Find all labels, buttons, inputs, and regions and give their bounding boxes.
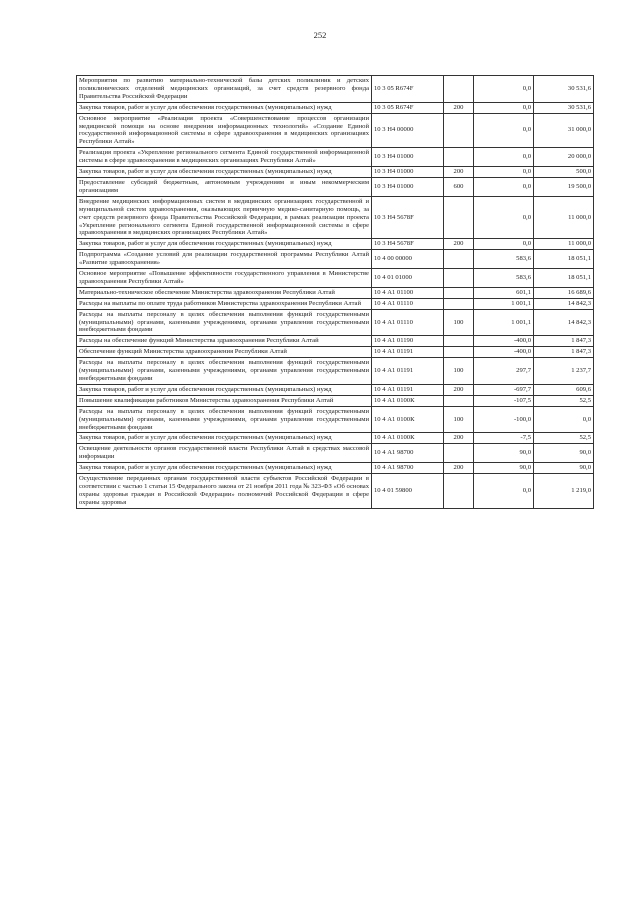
row-expense-type-cell — [444, 76, 474, 103]
row-change-amount-cell: 0,0 — [474, 167, 534, 178]
table-row — [77, 433, 594, 444]
row-total-amount-cell: 500,0 — [534, 167, 594, 178]
row-total-amount-cell: 0,0 — [534, 406, 594, 433]
row-expense-type-cell: 200 — [444, 239, 474, 250]
table-row — [77, 239, 594, 250]
row-total-amount-cell: 19 500,0 — [534, 177, 594, 196]
row-name-cell: Реализация проекта «Укрепление регионального сегмента Единой государственной информационной системы в сфере здравоохранения в медицинских организациях Республики Алтай» — [77, 148, 372, 167]
row-code-cell: 10 3 Н4 5678F — [372, 196, 444, 239]
row-total-amount-cell: 11 000,0 — [534, 196, 594, 239]
table-row — [77, 358, 594, 385]
row-code-cell: 10 4 А1 0100К — [372, 395, 444, 406]
row-code-cell: 10 4 А1 01190 — [372, 336, 444, 347]
row-name-cell: Закупка товаров, работ и услуг для обеспечения государственных (муниципальных) нужд — [77, 102, 372, 113]
table-row — [77, 444, 594, 463]
table-row — [77, 113, 594, 148]
row-code-cell: 10 4 А1 98700 — [372, 463, 444, 474]
row-change-amount-cell: 0,0 — [474, 148, 534, 167]
row-name-cell: Закупка товаров, работ и услуг для обеспечения государственных (муниципальных) нужд — [77, 433, 372, 444]
row-total-amount-cell: 90,0 — [534, 463, 594, 474]
row-name-cell: Закупка товаров, работ и услуг для обеспечения государственных (муниципальных) нужд — [77, 239, 372, 250]
row-expense-type-cell: 600 — [444, 177, 474, 196]
table-row — [77, 463, 594, 474]
row-code-cell: 10 3 Н4 01000 — [372, 177, 444, 196]
row-code-cell: 10 3 Н4 01000 — [372, 167, 444, 178]
table-row — [77, 269, 594, 288]
row-change-amount-cell: -100,0 — [474, 406, 534, 433]
row-total-amount-cell: 1 847,3 — [534, 347, 594, 358]
row-change-amount-cell: 601,1 — [474, 287, 534, 298]
row-code-cell: 10 4 А1 01110 — [372, 298, 444, 309]
row-total-amount-cell: 11 000,0 — [534, 239, 594, 250]
table-row — [77, 474, 594, 509]
row-name-cell: Расходы на выплаты по оплате труда работников Министерства здравоохранения Республики Алтай — [77, 298, 372, 309]
budget-table — [76, 75, 594, 509]
row-expense-type-cell — [444, 196, 474, 239]
row-code-cell: 10 3 05 R674F — [372, 76, 444, 103]
row-name-cell: Закупка товаров, работ и услуг для обеспечения государственных (муниципальных) нужд — [77, 463, 372, 474]
table-row — [77, 196, 594, 239]
row-name-cell: Закупка товаров, работ и услуг для обеспечения государственных (муниципальных) нужд — [77, 167, 372, 178]
table-row — [77, 177, 594, 196]
row-code-cell: 10 3 Н4 00000 — [372, 113, 444, 148]
table-row — [77, 148, 594, 167]
row-expense-type-cell — [444, 444, 474, 463]
row-code-cell: 10 3 Н4 01000 — [372, 148, 444, 167]
row-expense-type-cell — [444, 336, 474, 347]
row-name-cell: Закупка товаров, работ и услуг для обеспечения государственных (муниципальных) нужд — [77, 384, 372, 395]
row-total-amount-cell: 16 689,6 — [534, 287, 594, 298]
row-total-amount-cell: 30 531,6 — [534, 102, 594, 113]
row-expense-type-cell — [444, 250, 474, 269]
row-name-cell: Повышение квалификации работников Министерства здравоохранения Республики Алтай — [77, 395, 372, 406]
table-row — [77, 167, 594, 178]
row-code-cell: 10 4 А1 98700 — [372, 444, 444, 463]
row-total-amount-cell: 52,5 — [534, 395, 594, 406]
row-code-cell: 10 4 01 59800 — [372, 474, 444, 509]
row-expense-type-cell — [444, 148, 474, 167]
row-change-amount-cell: 297,7 — [474, 358, 534, 385]
row-name-cell: Осуществление переданных органам государственной власти субъектов Российской Федерации в соответствии с частью 1 статьи 15 Федерального закона от 21 ноября 2011 года № 323-ФЗ «Об основах охраны здоровья граждан в Российской Федерации» полномочий Российской Федерации в сфере охраны здоровья — [77, 474, 372, 509]
row-change-amount-cell: 0,0 — [474, 102, 534, 113]
row-expense-type-cell: 200 — [444, 384, 474, 395]
page-number: 252 — [313, 30, 327, 40]
row-change-amount-cell: 583,6 — [474, 250, 534, 269]
row-code-cell: 10 4 А1 01191 — [372, 358, 444, 385]
row-code-cell: 10 4 А1 0100К — [372, 433, 444, 444]
row-code-cell: 10 4 А1 01191 — [372, 347, 444, 358]
row-expense-type-cell — [444, 269, 474, 288]
row-code-cell: 10 3 Н4 5678F — [372, 239, 444, 250]
row-total-amount-cell: 30 531,6 — [534, 76, 594, 103]
row-name-cell: Расходы на обеспечение функций Министерства здравоохранения Республики Алтай — [77, 336, 372, 347]
row-name-cell: Расходы на выплаты персоналу в целях обеспечения выполнения функций государственными (муниципальными) органами, казенными учреждениями, органами управления государственными внебюджетными фондами — [77, 309, 372, 336]
row-total-amount-cell: 52,5 — [534, 433, 594, 444]
row-name-cell: Расходы на выплаты персоналу в целях обеспечения выполнения функций государственными (муниципальными) органами, казенными учреждениями, органами управления государственными внебюджетными фондами — [77, 358, 372, 385]
row-total-amount-cell: 18 051,1 — [534, 250, 594, 269]
row-total-amount-cell: 31 000,0 — [534, 113, 594, 148]
row-total-amount-cell: 1 237,7 — [534, 358, 594, 385]
row-change-amount-cell: -697,7 — [474, 384, 534, 395]
row-code-cell: 10 4 А1 0100К — [372, 406, 444, 433]
row-total-amount-cell: 14 842,3 — [534, 309, 594, 336]
row-name-cell: Расходы на выплаты персоналу в целях обеспечения выполнения функций государственными (муниципальными) органами, казенными учреждениями, органами управления государственными внебюджетными фондами — [77, 406, 372, 433]
table-row — [77, 384, 594, 395]
row-total-amount-cell: 1 847,3 — [534, 336, 594, 347]
budget-table-body — [77, 76, 594, 509]
row-change-amount-cell: 0,0 — [474, 113, 534, 148]
row-code-cell: 10 4 А1 01110 — [372, 309, 444, 336]
table-row — [77, 336, 594, 347]
row-change-amount-cell: 90,0 — [474, 444, 534, 463]
row-expense-type-cell: 200 — [444, 167, 474, 178]
row-expense-type-cell — [444, 298, 474, 309]
row-total-amount-cell: 14 842,3 — [534, 298, 594, 309]
row-code-cell: 10 4 А1 01100 — [372, 287, 444, 298]
row-name-cell: Внедрение медицинских информационных систем в медицинских организациях государственной и муниципальной систем здравоохранения, оказывающих первичную медико-санитарную помощь, за счет средств резервного фонда Правительства Российской Федерации, в рамках реализации проекта «Укрепление регионального сегмента Единой государственной информационной системы в сфере здравоохранения в медицинских организациях Республики Алтай» — [77, 196, 372, 239]
table-row — [77, 287, 594, 298]
row-total-amount-cell: 90,0 — [534, 444, 594, 463]
row-expense-type-cell: 100 — [444, 358, 474, 385]
row-name-cell: Обеспечение функций Министерства здравоохранения Республики Алтай — [77, 347, 372, 358]
row-name-cell: Основное мероприятие «Повышение эффективности государственного управления в Министерстве здравоохранения Республики Алтай» — [77, 269, 372, 288]
table-row — [77, 76, 594, 103]
row-change-amount-cell: 583,6 — [474, 269, 534, 288]
row-total-amount-cell: 609,6 — [534, 384, 594, 395]
row-change-amount-cell: 0,0 — [474, 474, 534, 509]
row-code-cell: 10 3 05 R674F — [372, 102, 444, 113]
row-expense-type-cell: 200 — [444, 102, 474, 113]
row-expense-type-cell: 200 — [444, 433, 474, 444]
row-code-cell: 10 4 01 01000 — [372, 269, 444, 288]
row-name-cell: Освещение деятельности органов государственной власти Республики Алтай в средствах массовой информации — [77, 444, 372, 463]
row-expense-type-cell — [444, 395, 474, 406]
row-change-amount-cell: -107,5 — [474, 395, 534, 406]
row-name-cell: Предоставление субсидий бюджетным, автономным учреждениям и иным некоммерческим организациям — [77, 177, 372, 196]
row-change-amount-cell: 90,0 — [474, 463, 534, 474]
row-name-cell: Мероприятия по развитию материально-технической базы детских поликлиник и детских поликлинических отделений медицинских организаций, за счет средств резервного фонда Правительства Российской Федерации — [77, 76, 372, 103]
table-row — [77, 347, 594, 358]
table-row — [77, 102, 594, 113]
row-total-amount-cell: 18 051,1 — [534, 269, 594, 288]
row-expense-type-cell — [444, 287, 474, 298]
table-row — [77, 250, 594, 269]
row-change-amount-cell: 1 001,1 — [474, 309, 534, 336]
table-row — [77, 298, 594, 309]
row-expense-type-cell — [444, 347, 474, 358]
row-total-amount-cell: 1 219,0 — [534, 474, 594, 509]
table-row — [77, 395, 594, 406]
table-row — [77, 406, 594, 433]
row-expense-type-cell: 100 — [444, 406, 474, 433]
row-name-cell: Подпрограмма «Создание условий для реализации государственной программы Республики Алтай «Развитие здравоохранения» — [77, 250, 372, 269]
row-code-cell: 10 4 00 00000 — [372, 250, 444, 269]
row-change-amount-cell: 0,0 — [474, 239, 534, 250]
row-change-amount-cell: 0,0 — [474, 76, 534, 103]
row-change-amount-cell: -400,0 — [474, 347, 534, 358]
row-code-cell: 10 4 А1 01191 — [372, 384, 444, 395]
row-change-amount-cell: -7,5 — [474, 433, 534, 444]
row-change-amount-cell: 0,0 — [474, 196, 534, 239]
row-name-cell: Материально-техническое обеспечение Министерства здравоохранения Республики Алтай — [77, 287, 372, 298]
row-change-amount-cell: 1 001,1 — [474, 298, 534, 309]
row-expense-type-cell — [444, 474, 474, 509]
row-name-cell: Основное мероприятие «Реализация проекта «Совершенствование процессов организации медицинской помощи на основе внедрения информационных технологий» «Создание Единой государственной информационной системы в сфере здравоохранения в медицинских организациях Республики Алтай» — [77, 113, 372, 148]
row-total-amount-cell: 20 000,0 — [534, 148, 594, 167]
row-expense-type-cell: 200 — [444, 463, 474, 474]
row-change-amount-cell: -400,0 — [474, 336, 534, 347]
row-change-amount-cell: 0,0 — [474, 177, 534, 196]
row-expense-type-cell — [444, 113, 474, 148]
row-expense-type-cell: 100 — [444, 309, 474, 336]
table-row — [77, 309, 594, 336]
